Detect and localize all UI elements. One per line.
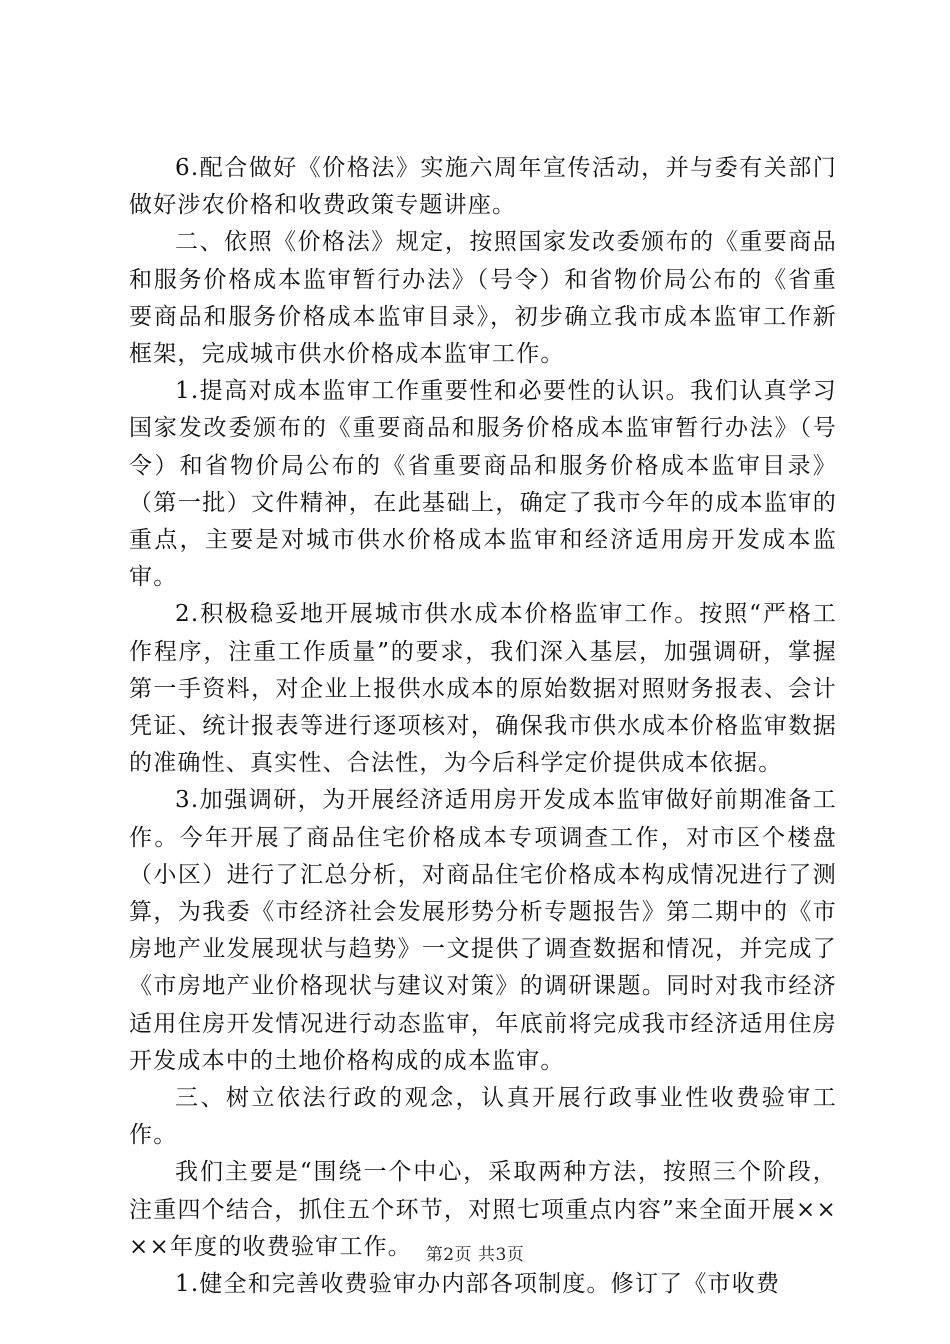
paragraph-section-3-intro: 我们主要是“围绕一个中心，采取两种方法，按照三个阶段，注重四个结合，抓住五个环节，对照七项重点内容”来全面开展××××年度的收费验审工作。 xyxy=(129,1159,837,1260)
page-number-footer: 第2页 共3页 xyxy=(425,1245,525,1265)
paragraph-section-2: 二、依照《价格法》规定，按照国家发改委颁布的《重要商品和服务价格成本监审暂行办法》（号令）和省物价局公布的《省重要商品和服务价格成本监审目录》，初步确立我市成本监审工作新框架，完成城市供水价格成本监审工作。 xyxy=(129,229,837,368)
paragraph-item-2-2: 2.积极稳妥地开展城市供水成本价格监审工作。按照“严格工作程序，注重工作质量”的要求，我们深入基层，加强调研，掌握第一手资料，对企业上报供水成本的原始数据对照财务报表、会计凭证、统计报表等进行逐项核对，确保我市供水成本价格监审数据的准确性、真实性、合法性，为今后科学定价提供成本依据。 xyxy=(129,601,837,777)
paragraph-section-3: 三、树立依法行政的观念，认真开展行政事业性收费验审工作。 xyxy=(129,1085,837,1149)
paragraph-item-2-3: 3.加强调研，为开展经济适用房开发成本监审做好前期准备工作。今年开展了商品住宅价格成本专项调查工作，对市区个楼盘（小区）进行了汇总分析，对商品住宅价格成本构成情况进行了测算，为我委《市经济社会发展形势分析专题报告》第二期中的《市房地产业发展现状与趋势》一文提供了调查数据和情况，并完成了《市房地产业价格现状与建议对策》的调研课题。同时对我市经济适用住房开发情况进行动态监审，年底前将完成我市经济适用住房开发成本中的土地价格构成的成本监审。 xyxy=(129,787,837,1074)
paragraph-item-2-1: 1.提高对成本监审工作重要性和必要性的认识。我们认真学习国家发改委颁布的《重要商品和服务价格成本监审暂行办法》（号令）和省物价局公布的《省重要商品和服务价格成本监审目录》（第一批）文件精神，在此基础上，确定了我市今年的成本监审的重点，主要是对城市供水价格成本监审和经济适用房开发成本监审。 xyxy=(129,378,837,591)
paragraph-item-6: 6.配合做好《价格法》实施六周年宣传活动，并与委有关部门做好涉农价格和收费政策专题讲座。 xyxy=(129,155,837,219)
document-body xyxy=(129,150,837,1303)
paragraph-item-3-1: 1.健全和完善收费验审办内部各项制度。修订了《市收费 xyxy=(175,1271,781,1298)
